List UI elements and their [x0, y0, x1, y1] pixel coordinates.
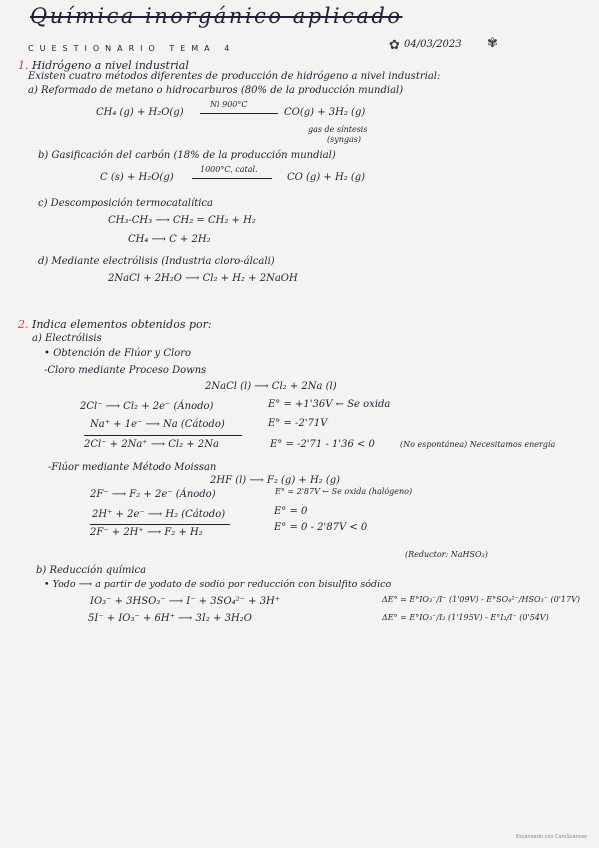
q2-cl-sum-line — [84, 435, 242, 436]
q2-b-de2: ΔE° = E°IO₃⁻/I₂ (1'195V) - E°I₂/I⁻ (0'54V) — [382, 613, 549, 622]
q2-cl-eq2: Na⁺ + 1e⁻ ⟶ Na (Cátodo) — [90, 419, 225, 430]
q2-cl-e2: E° = -2'71V — [268, 418, 328, 429]
q2-cl-e3: E° = -2'71 - 1'36 < 0 — [270, 439, 375, 450]
q1-c-eq2: CH₄ ⟶ C + 2H₂ — [128, 234, 211, 245]
q2-f-eq2: 2H⁺ + 2e⁻ ⟶ H₂ (Cátodo) — [92, 509, 226, 520]
q2-cl-title: -Cloro mediante Proceso Downs — [44, 365, 207, 376]
page-title: Química inorgánico aplicado — [30, 4, 403, 28]
q2-b-line: • Yodo ⟶ a partir de yodato de sodio por reducción con bisulfito sódico — [44, 579, 392, 590]
q1-number: 1. — [18, 59, 29, 72]
scanner-footer: Escaneado con CamScanner — [515, 834, 587, 840]
q1-a-eq-right: CO(g) + 3H₂ (g) — [284, 107, 366, 118]
q1-b-eq-left: C (s) + H₂O(g) — [100, 172, 174, 183]
q2-f-sum-line — [90, 524, 230, 525]
q2-number: 2. — [18, 318, 29, 331]
q2-b-eq1: IO₃⁻ + 3HSO₃⁻ ⟶ I⁻ + 3SO₄²⁻ + 3H⁺ — [90, 596, 281, 607]
q2-f-e2: E° = 0 — [274, 506, 308, 517]
q2-b-eq2: 5I⁻ + IO₃⁻ + 6H⁺ ⟶ 3I₂ + 3H₂O — [88, 613, 252, 624]
q2-cl-e1: E° = +1'36V ← Se oxida — [268, 399, 391, 410]
q1-c-eq1: CH₃-CH₃ ⟶ CH₂ = CH₂ + H₂ — [108, 215, 256, 226]
q2-f-eq3: 2F⁻ + 2H⁺ ⟶ F₂ + H₂ — [90, 527, 203, 538]
q1-title: Hidrógeno a nivel industrial — [32, 59, 189, 72]
flower-doodle-icon: ✾ — [487, 36, 498, 51]
flower-doodle-icon: ✿ — [389, 38, 400, 53]
q2-f-eq0: 2HF (l) ⟶ F₂ (g) + H₂ (g) — [210, 475, 341, 486]
q2-f-eq1: 2F⁻ ⟶ F₂ + 2e⁻ (Ánodo) — [90, 489, 216, 500]
q2-b-title: b) Reducción química — [36, 565, 147, 576]
q2-f-e1: E° = 2'87V ← Se oxida (halógeno) — [275, 487, 413, 496]
q2-f-title: -Flúor mediante Método Moissan — [48, 462, 217, 473]
q1-b-title: b) Gasificación del carbón (18% de la producción mundial) — [38, 150, 336, 161]
q2-b-reductor: (Reductor: NaHSO₃) — [405, 550, 488, 559]
section-label: CUESTIONARIO TEMA 4 — [28, 44, 236, 53]
q2-cl-note: (No espontánea) Necesitamos energía — [400, 440, 556, 449]
q2-b-de1: ΔE° = E°IO₃⁻/I⁻ (1'09V) - E°SO₄²⁻/HSO₃⁻ (0'17V) — [382, 595, 580, 604]
q2-cl-eq0: 2NaCl (l) ⟶ Cl₂ + 2Na (l) — [205, 381, 337, 392]
q2-a-sub: • Obtención de Flúor y Cloro — [44, 348, 192, 359]
q1-a-note-syngas: gas de síntesis — [308, 125, 368, 134]
q1-intro: Existen cuatro métodos diferentes de producción de hidrógeno a nivel industrial: — [28, 71, 441, 82]
q1-b-arrow — [192, 178, 272, 179]
q2-a-title: a) Electrólisis — [32, 333, 102, 344]
date: 04/03/2023 — [404, 39, 462, 50]
q1-a-note-syngas-en: (syngas) — [327, 135, 362, 144]
q1-b-eq-cond: 1000°C, catal. — [200, 165, 258, 174]
q2-title: Indica elementos obtenidos por: — [32, 318, 212, 331]
q1-b-eq-right: CO (g) + H₂ (g) — [287, 172, 366, 183]
q1-d-title: d) Mediante electrólisis (Industria cloro-álcali) — [38, 256, 275, 267]
q1-d-eq: 2NaCl + 2H₂O ⟶ Cl₂ + H₂ + 2NaOH — [108, 273, 298, 284]
q2-cl-eq3: 2Cl⁻ + 2Na⁺ ⟶ Cl₂ + 2Na — [84, 439, 219, 450]
q2-f-e3: E° = 0 - 2'87V < 0 — [274, 522, 368, 533]
q1-a-eq-left: CH₄ (g) + H₂O(g) — [96, 107, 184, 118]
q1-a-title: a) Reformado de metano o hidrocarburos (80% de la producción mundial) — [28, 85, 404, 96]
q2-cl-eq1: 2Cl⁻ ⟶ Cl₂ + 2e⁻ (Ánodo) — [80, 401, 214, 412]
q1-c-title: c) Descomposición termocatalítica — [38, 198, 213, 209]
q1-a-arrow — [200, 113, 278, 114]
q1-a-eq-cond: Ni 900°C — [210, 100, 248, 109]
